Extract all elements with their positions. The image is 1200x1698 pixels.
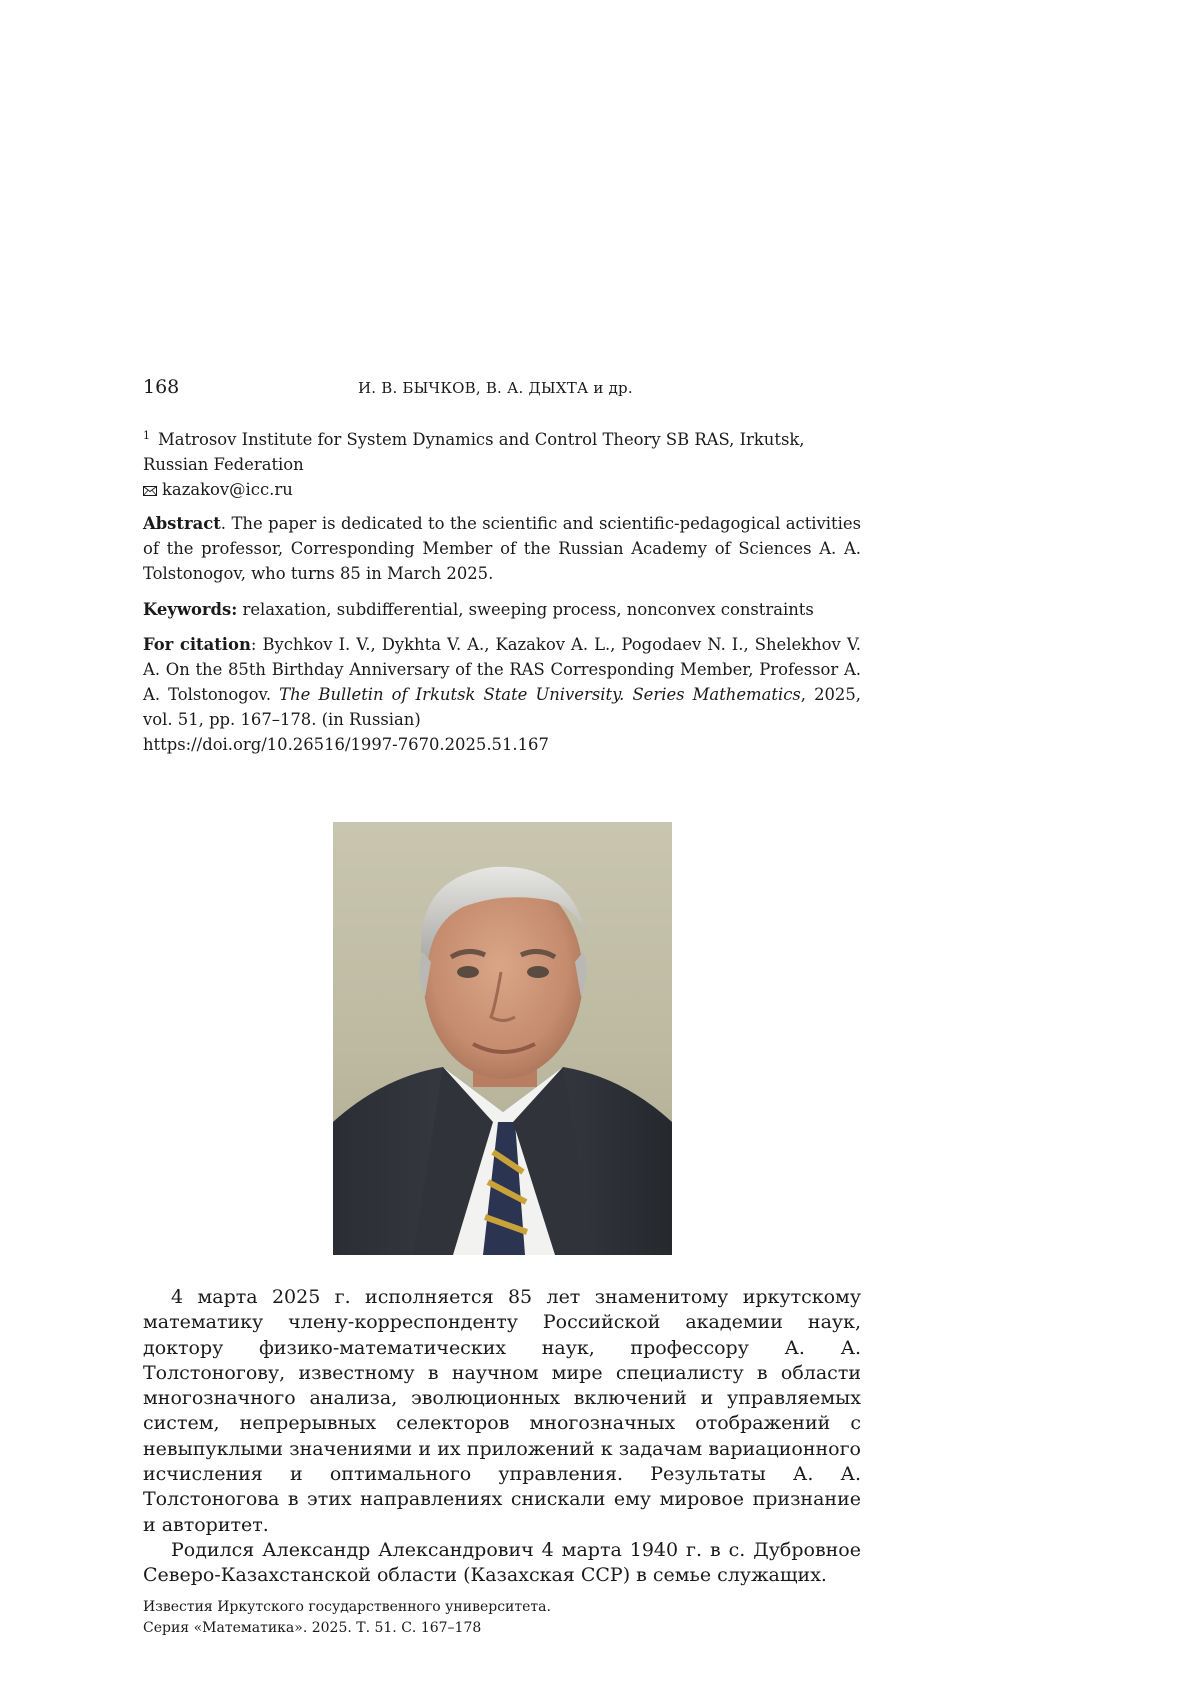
abstract-text: . The paper is dedicated to the scientific and scientific-pedagogical activities of the professor, Corresponding Member of the Russian Academy of Sciences A. A. Tolstonogov, who turns 85 in March 2025. [143,514,861,583]
citation-journal: The Bulletin of Irkutsk State University. Series Mathematics [279,685,801,704]
article-body [143,1285,861,1589]
abstract [143,511,861,586]
citation [143,632,861,757]
portrait-photo [333,822,672,1255]
body-paragraph-2: Родился Александр Александрович 4 марта 1940 г. в с. Дубровное Северо-Казахстанской области (Казахская ССР) в семье служащих. [143,1538,861,1587]
affiliation-text: Matrosov Institute for System Dynamics and Control Theory SB RAS, Irkutsk, Russian Federation [143,430,805,474]
affiliation [143,423,861,502]
citation-lead: : Bychkov I. V., Dykhta V. A., Kazakov A. L., Pogodaev N. I., Shelekhov V. A. On the 85th Birthday Anniversary of the RAS Corresponding Member, Professor A. A. Tolstonogov. [143,635,861,704]
keywords-label: Keywords: [143,600,238,619]
page-number: 168 [143,376,180,398]
email-line [143,477,861,502]
portrait-illustration [333,822,672,1255]
keywords-text: relaxation, subdifferential, sweeping process, nonconvex constraints [242,600,814,619]
footer-line-2: Серия «Математика». 2025. Т. 51. С. 167–178 [143,1620,482,1636]
doi-link[interactable]: https://doi.org/10.26516/1997-7670.2025.51.167 [143,735,549,754]
citation-details: , 2025, vol. 51, pp. 167–178. (in Russian) [143,685,861,729]
body-paragraph-1: 4 марта 2025 г. исполняется 85 лет знаменитому иркутскому математику члену-корреспонденту Российской академии наук, доктору физико-математических наук, профессору А. А. Толстоногову, известному в научном мире специалисту в области многозначного анализа, эволюционных включений и управляемых систем, непрерывных селекторов многозначных отображений с невыпуклыми значениями и их приложений к задачам вариационного исчисления и оптимального управления. Результаты А. А. Толстоногова в этих направлениях снискали ему мировое признание и авторитет. [143,1286,861,1536]
footer-line-1: Известия Иркутского государственного университета. [143,1599,551,1615]
affiliation-marker: 1 [143,429,150,442]
affiliation-text-line [143,423,861,477]
envelope-icon [143,486,157,496]
email-link[interactable]: kazakov@icc.ru [162,480,293,499]
abstract-label: Abstract [143,514,221,533]
journal-footer [143,1597,551,1639]
keywords [143,597,861,622]
running-head: И. В. БЫЧКОВ, В. А. ДЫХТА и др. [358,379,633,397]
citation-label: For citation [143,635,251,654]
